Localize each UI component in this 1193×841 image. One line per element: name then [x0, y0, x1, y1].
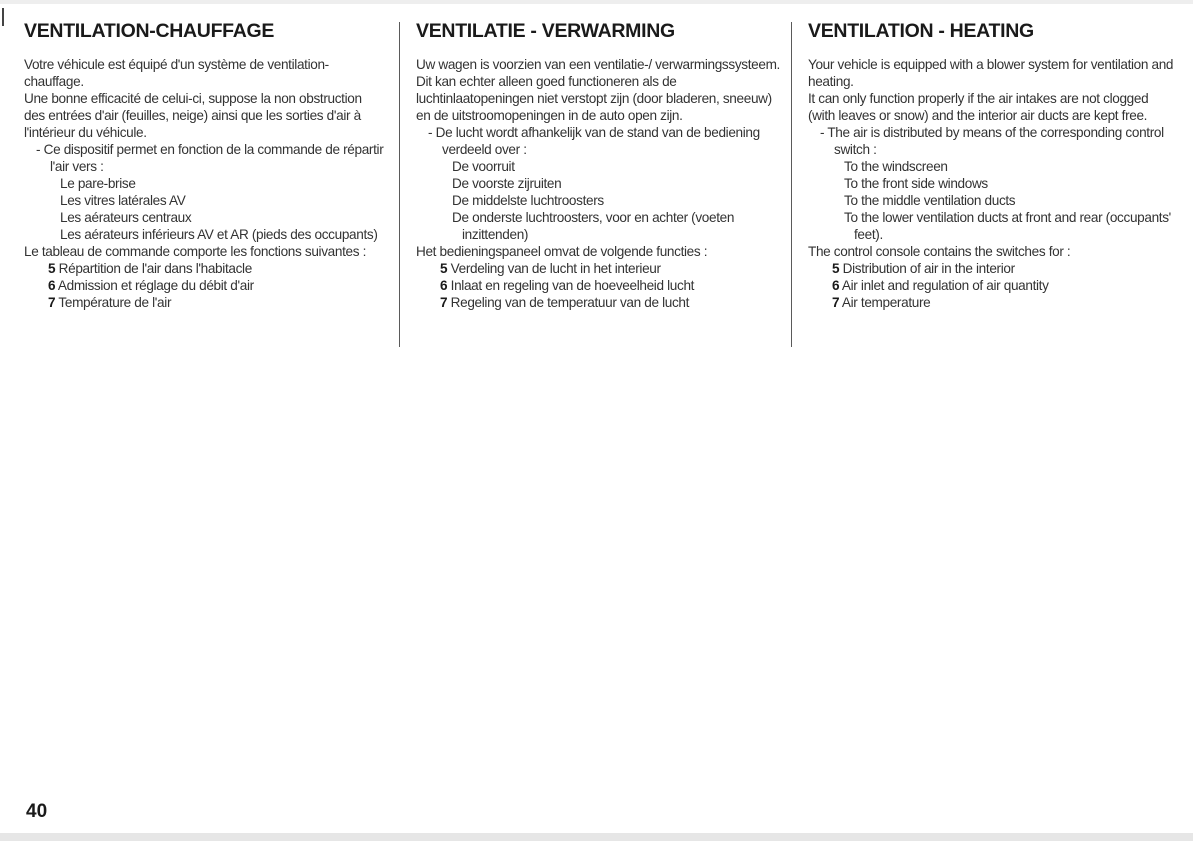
intro-paragraph: Your vehicle is equipped with a blower system for ventilation and heating. — [808, 57, 1174, 89]
function-label: Admission et réglage du débit d'air — [57, 278, 254, 293]
column-french — [24, 18, 384, 311]
functions-intro: The control console contains the switches for : — [808, 244, 1071, 259]
list-item: De voorruit — [452, 159, 515, 174]
function-label: Verdeling van de lucht in het interieur — [450, 261, 661, 276]
air-destination-list — [808, 158, 1174, 243]
column-divider — [399, 22, 400, 347]
function-list — [416, 260, 784, 311]
column-dutch — [416, 18, 784, 311]
distribution-note: - De lucht wordt afhankelijk van de stand van de bediening verdeeld over : — [428, 125, 760, 157]
function-number: 7 — [440, 295, 448, 310]
function-list — [24, 260, 384, 311]
function-number: 5 — [832, 261, 840, 276]
list-item: To the lower ventilation ducts at front and rear (occupants' feet). — [844, 210, 1171, 242]
list-item — [48, 260, 384, 277]
list-item — [832, 277, 1174, 294]
function-list — [808, 260, 1174, 311]
list-item — [832, 260, 1174, 277]
section-heading: VENTILATIE - VERWARMING — [416, 20, 675, 42]
function-number: 5 — [48, 261, 56, 276]
body-paragraph: Une bonne efficacité de celui-ci, suppose la non obstruction des entrées d'air (feuilles, neige) ainsi que les sorties d'air à l'intérieur du véhicule. — [24, 91, 362, 140]
list-item — [440, 277, 784, 294]
function-label: Distribution of air in the interior — [842, 261, 1015, 276]
function-label: Température de l'air — [58, 295, 172, 310]
distribution-note: - Ce dispositif permet en fonction de la commande de répartir l'air vers : — [36, 142, 384, 174]
list-item: Les aérateurs centraux — [60, 210, 192, 225]
body-paragraph: It can only function properly if the air intakes are not clogged (with leaves or snow) and the interior air ducts are kept free. — [808, 91, 1149, 123]
intro-paragraph: Uw wagen is voorzien van een ventilatie-/ verwarmingssysteem. — [416, 57, 780, 72]
scan-edge-mark — [2, 8, 4, 26]
air-destination-list — [24, 175, 384, 243]
page-number: 40 — [26, 801, 48, 822]
function-number: 6 — [440, 278, 448, 293]
distribution-note: - The air is distributed by means of the corresponding control switch : — [820, 125, 1164, 157]
intro-paragraph: Votre véhicule est équipé d'un système de ventilation-chauffage. — [24, 57, 329, 89]
list-item: To the front side windows — [844, 176, 988, 191]
function-label: Air temperature — [841, 295, 931, 310]
air-destination-list — [416, 158, 784, 243]
column-divider — [791, 22, 792, 347]
function-label: Regeling van de temperatuur van de lucht — [450, 295, 690, 310]
functions-intro: Het bedieningspaneel omvat de volgende functies : — [416, 244, 708, 259]
function-number: 6 — [832, 278, 840, 293]
function-number: 7 — [48, 295, 56, 310]
scan-top-edge — [0, 0, 1193, 4]
function-number: 7 — [832, 295, 840, 310]
functions-intro: Le tableau de commande comporte les fonctions suivantes : — [24, 244, 367, 259]
list-item: De voorste zijruiten — [452, 176, 562, 191]
section-heading: VENTILATION - HEATING — [808, 20, 1034, 42]
function-label: Air inlet and regulation of air quantity — [841, 278, 1049, 293]
list-item: To the middle ventilation ducts — [844, 193, 1016, 208]
list-item — [48, 294, 384, 311]
function-label: Inlaat en regeling van de hoeveelheid lucht — [450, 278, 695, 293]
list-item: Les vitres latérales AV — [60, 193, 186, 208]
function-label: Répartition de l'air dans l'habitacle — [58, 261, 252, 276]
list-item: De onderste luchtroosters, voor en achter (voeten inzittenden) — [452, 210, 735, 242]
scan-bottom-edge — [0, 833, 1193, 841]
list-item — [48, 277, 384, 294]
list-item: To the windscreen — [844, 159, 948, 174]
list-item: De middelste luchtroosters — [452, 193, 604, 208]
body-paragraph: Dit kan echter alleen goed functioneren als de luchtinlaatopeningen niet verstopt zijn (door bladeren, sneeuw) en de uitstroomopeningen in de auto open zijn. — [416, 74, 772, 123]
function-number: 6 — [48, 278, 56, 293]
list-item — [440, 260, 784, 277]
list-item: Le pare-brise — [60, 176, 136, 191]
section-heading: VENTILATION-CHAUFFAGE — [24, 20, 275, 42]
list-item: Les aérateurs inférieurs AV et AR (pieds des occupants) — [60, 227, 378, 242]
function-number: 5 — [440, 261, 448, 276]
list-item — [832, 294, 1174, 311]
column-english — [808, 18, 1174, 311]
list-item — [440, 294, 784, 311]
